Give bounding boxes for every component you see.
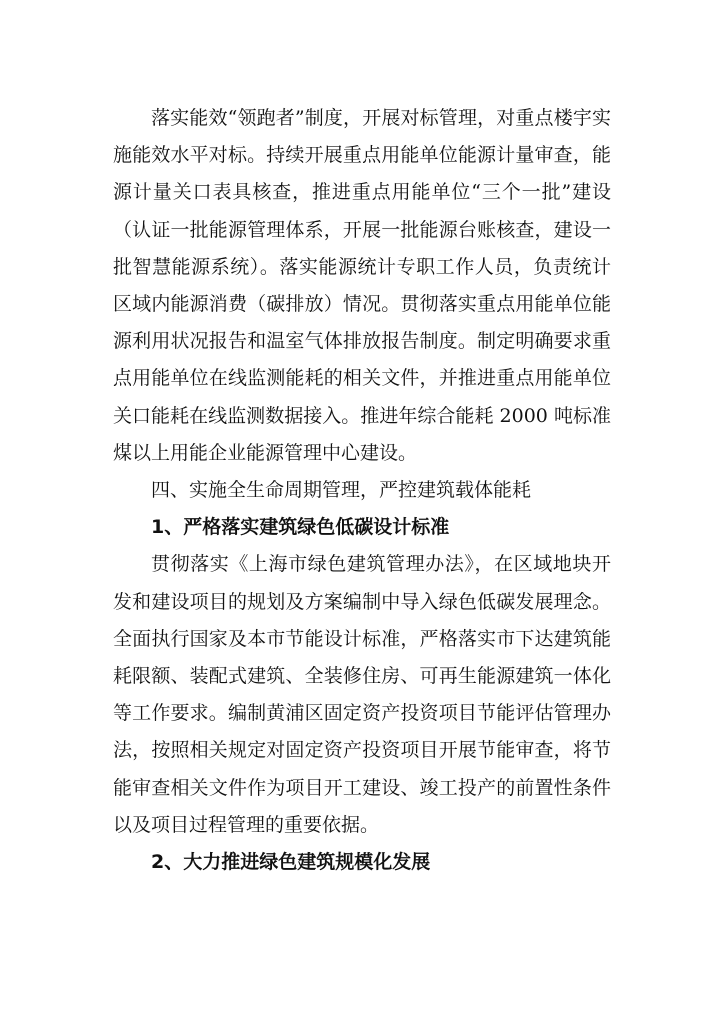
subheading-green-building-scale: 2、大力推进绿色建筑规模化发展 [151, 851, 431, 874]
section-heading-lifecycle: 四、实施全生命周期管理，严控建筑载体能耗 [151, 479, 532, 502]
document-body [113, 100, 611, 881]
paragraph-green-building-management: 贯彻落实《上海市绿色建筑管理办法》，在区域地块开发和建设项目的规划及方案编制中导入绿色低碳发展理念。全面执行国家及本市节能设计标准，严格落实市下达建筑能耗限额、装配式建筑、全装修住房、可再生能源建筑一体化等工作要求。编制黄浦区固定资产投资项目节能评估管理办法，按照相关规定对固定资产投资项目开展节能审查，将节能审查相关文件作为项目开工建设、竣工投产的前置性条件以及项目过程管理的重要依据。 [113, 553, 611, 836]
paragraph-energy-benchmarking: 落实能效“领跑者”制度，开展对标管理，对重点楼宇实施能效水平对标。持续开展重点用能单位能源计量审查，能源计量关口表具核查，推进重点用能单位“三个一批”建设（认证一批能源管理体系，开展一批能源台账核查，建设一批智慧能源系统）。落实能源统计专职工作人员，负责统计区域内能源消费（碳排放）情况。贯彻落实重点用能单位能源利用状况报告和温室气体排放报告制度。制定明确要求重点用能单位在线监测能耗的相关文件，并推进重点用能单位关口能耗在线监测数据接入。推进年综合能耗 2000 吨标准煤以上用能企业能源管理中心建设。 [113, 107, 611, 464]
subheading-green-design-standards: 1、严格落实建筑绿色低碳设计标准 [151, 516, 450, 539]
